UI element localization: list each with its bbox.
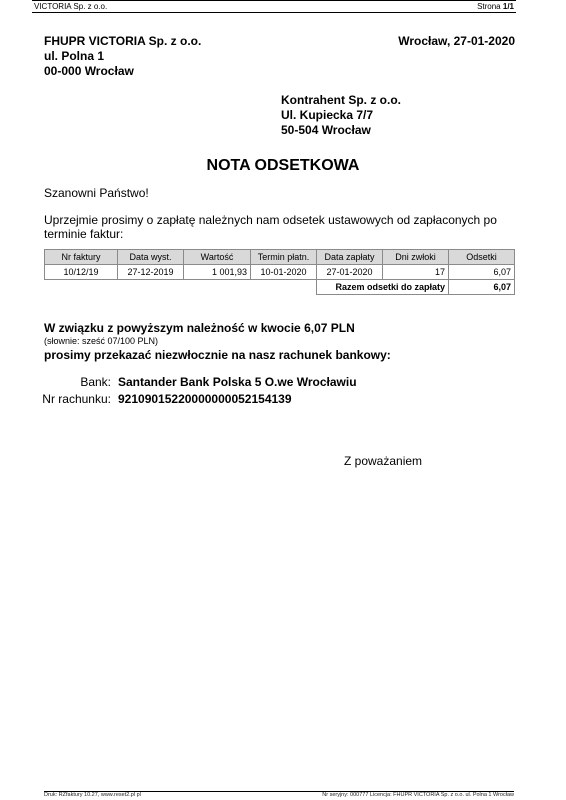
table-header-row bbox=[45, 250, 515, 265]
request-line-2: terminie faktur: bbox=[44, 227, 124, 241]
total-row bbox=[45, 280, 515, 295]
recipient-name: Kontrahent Sp. z o.o. bbox=[281, 93, 401, 107]
table-cell: 1 001,93 bbox=[184, 265, 251, 280]
greeting: Szanowni Państwo! bbox=[44, 186, 149, 200]
sender-city: 00-000 Wrocław bbox=[44, 64, 134, 78]
column-header: Dni zwłoki bbox=[383, 250, 449, 265]
total-value: 6,07 bbox=[449, 280, 515, 295]
account-number: 92109015220000000052154139 bbox=[118, 392, 292, 406]
column-header: Nr faktury bbox=[45, 250, 118, 265]
footer-print-info: Druk: RZfaktury 10.27, www.reset2.pl pl bbox=[44, 792, 141, 798]
page-label: Strona bbox=[477, 2, 501, 11]
account-label: Nr rachunku: bbox=[42, 392, 111, 406]
footer-license-info: Nr seryjny: 000777 Licencja: FHUPR VICTORIA Sp. z o.o. ul. Polna 1 Wrocław bbox=[322, 792, 514, 798]
sender-street: ul. Polna 1 bbox=[44, 49, 105, 63]
table-cell: 27-01-2020 bbox=[317, 265, 383, 280]
header-bottom-rule bbox=[32, 12, 516, 13]
table-cell: 27-12-2019 bbox=[118, 265, 184, 280]
page-indicator bbox=[477, 2, 514, 11]
page-value: 1/1 bbox=[502, 2, 514, 11]
bank-name: Santander Bank Polska 5 O.we Wrocławiu bbox=[118, 375, 357, 389]
recipient-city: 50-504 Wrocław bbox=[281, 123, 371, 137]
transfer-request: prosimy przekazać niezwłocznie na nasz rachunek bankowy: bbox=[44, 348, 391, 362]
table-row bbox=[45, 265, 515, 280]
table-cell: 6,07 bbox=[449, 265, 515, 280]
column-header: Data zapłaty bbox=[317, 250, 383, 265]
header-company: VICTORIA Sp. z o.o. bbox=[34, 2, 108, 11]
place-date: Wrocław, 27-01-2020 bbox=[398, 34, 515, 48]
amount-line: W związku z powyższym należność w kwocie 6,07 PLN bbox=[44, 321, 355, 335]
sender-name: FHUPR VICTORIA Sp. z o.o. bbox=[44, 34, 202, 48]
bank-label: Bank: bbox=[80, 375, 111, 389]
table-cell: 10-01-2020 bbox=[251, 265, 317, 280]
header-top-rule bbox=[32, 0, 516, 1]
column-header: Data wyst. bbox=[118, 250, 184, 265]
column-header: Termin płatn. bbox=[251, 250, 317, 265]
invoice-table bbox=[44, 249, 515, 295]
column-header: Wartość bbox=[184, 250, 251, 265]
column-header: Odsetki bbox=[449, 250, 515, 265]
table-cell: 10/12/19 bbox=[45, 265, 118, 280]
recipient-street: Ul. Kupiecka 7/7 bbox=[281, 108, 374, 122]
document-title: NOTA ODSETKOWA bbox=[206, 157, 360, 174]
table-cell: 17 bbox=[383, 265, 449, 280]
amount-in-words: (słownie: sześć 07/100 PLN) bbox=[44, 336, 159, 346]
closing-signature: Z poważaniem bbox=[344, 454, 423, 468]
request-line-1: Uprzejmie prosimy o zapłatę należnych nam odsetek ustawowych od zapłaconych po bbox=[44, 213, 497, 227]
total-label: Razem odsetki do zapłaty bbox=[317, 280, 449, 295]
